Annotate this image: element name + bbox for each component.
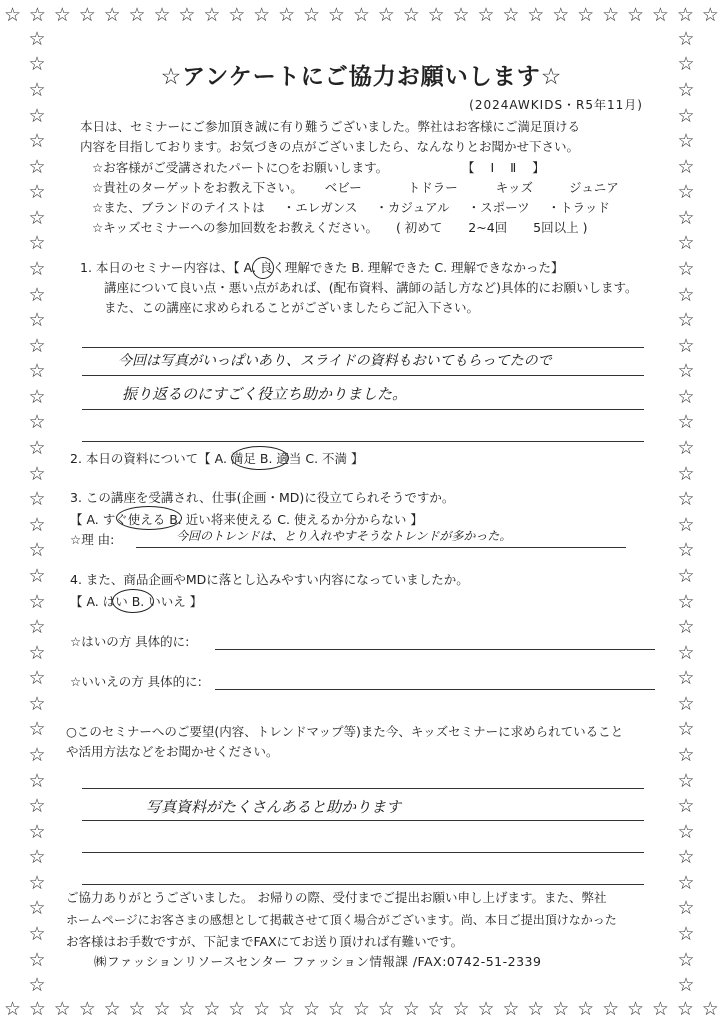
star-icon: ☆: [228, 4, 246, 26]
star-icon: ☆: [253, 4, 271, 26]
star-icon: ☆: [677, 590, 695, 613]
taste-option[interactable]: ・スポーツ: [467, 200, 530, 215]
q2-line: 2. 本日の資料について【 A. 満足 B. 適当 C. 不満 】: [70, 451, 364, 466]
answer-circle: [252, 257, 274, 279]
star-icon: ☆: [178, 998, 196, 1020]
target-option[interactable]: ベビー: [324, 180, 362, 195]
border-left: [22, 26, 52, 998]
star-icon: ☆: [28, 974, 46, 997]
star-icon: ☆: [28, 27, 46, 50]
star-icon: ☆: [352, 998, 370, 1020]
count-question-label: ☆キッズセミナーへの参加回数をお教えください。: [92, 220, 378, 235]
star-icon: ☆: [28, 948, 46, 971]
answer-line: [82, 409, 644, 410]
star-icon: ☆: [677, 462, 695, 485]
star-icon: ☆: [278, 4, 296, 26]
star-icon: ☆: [28, 616, 46, 639]
q1-line-3: また、この講座に求められることがございましたらご記入下さい。: [104, 300, 480, 315]
star-icon: ☆: [602, 4, 620, 26]
star-icon: ☆: [28, 232, 46, 255]
star-icon: ☆: [402, 998, 420, 1020]
star-icon: ☆: [327, 4, 345, 26]
star-icon: ☆: [677, 206, 695, 229]
answer-line: [82, 788, 644, 789]
target-option[interactable]: ジュニア: [568, 180, 619, 195]
q4-no-label: ☆いいえの方 具体的に:: [70, 674, 202, 689]
star-icon: ☆: [28, 998, 46, 1020]
star-icon: ☆: [677, 974, 695, 997]
target-question: [92, 178, 619, 198]
q4-yes-label: ☆はいの方 具体的に:: [70, 634, 190, 649]
star-icon: ☆: [452, 998, 470, 1020]
star-icon: ☆: [28, 309, 46, 332]
intro-line-1: 本日は、セミナーにご参加頂き誠に有り難うございました。弊社はお客様にご満足頂ける: [80, 119, 581, 134]
q1-line-1: 1. 本日のセミナー内容は、【 A. 良く理解できた B. 理解できた C. 理解できなかった】: [80, 260, 564, 275]
footer-line-2: ホームページにお客さまの感想として掲載させて頂く場合がございます。尚、本日ご提出頂けなかった: [66, 913, 617, 927]
star-icon: ☆: [402, 4, 420, 26]
star-icon: ☆: [677, 181, 695, 204]
star-icon: ☆: [28, 871, 46, 894]
star-icon: ☆: [577, 4, 595, 26]
star-icon: ☆: [527, 4, 545, 26]
star-icon: ☆: [552, 998, 570, 1020]
q3-line-1: 3. この講座を受講され、仕事(企画・MD)に役立てられそうですか。: [70, 490, 455, 505]
border-top: [0, 2, 723, 28]
star-icon: ☆: [128, 4, 146, 26]
star-icon: ☆: [677, 411, 695, 434]
star-icon: ☆: [28, 155, 46, 178]
taste-option[interactable]: ・カジュアル: [375, 200, 450, 215]
star-icon: ☆: [676, 998, 694, 1020]
star-icon: ☆: [203, 4, 221, 26]
answer-circle: [116, 506, 182, 530]
answer-line: [82, 820, 644, 821]
star-icon: ☆: [153, 4, 171, 26]
star-icon: ☆: [103, 4, 121, 26]
answer-line: [215, 649, 655, 650]
star-icon: ☆: [502, 4, 520, 26]
answer-line: [82, 347, 644, 348]
star-icon: ☆: [677, 795, 695, 818]
star-icon: ☆: [28, 539, 46, 562]
star-icon: ☆: [28, 257, 46, 280]
star-icon: ☆: [28, 104, 46, 127]
star-icon: ☆: [677, 769, 695, 792]
star-icon: ☆: [552, 4, 570, 26]
star-icon: ☆: [677, 718, 695, 741]
star-icon: ☆: [28, 334, 46, 357]
star-icon: ☆: [28, 462, 46, 485]
footer-company: ㈱ファッションリソースセンター ファッション情報課 /FAX:0742-51-2339: [94, 954, 542, 969]
star-icon: ☆: [28, 411, 46, 434]
star-icon: ☆: [28, 488, 46, 511]
star-icon: ☆: [677, 897, 695, 920]
taste-option[interactable]: ・エレガンス: [282, 200, 358, 215]
star-icon: ☆: [28, 360, 46, 383]
q1-handwritten-answer-2: 振り返るのにすごく役立ち助かりました。: [122, 385, 408, 403]
target-option[interactable]: トドラー: [407, 180, 458, 195]
star-icon: ☆: [278, 998, 296, 1020]
q4-line-1: 4. また、商品企画やMDに落とし込みやすい内容になっていましたか。: [70, 572, 469, 587]
star-icon: ☆: [228, 998, 246, 1020]
star-icon: ☆: [527, 998, 545, 1020]
star-icon: ☆: [28, 590, 46, 613]
star-icon: ☆: [626, 998, 645, 1020]
answer-line: [82, 884, 644, 885]
taste-question-label: ☆また、ブランドのテイストは: [92, 200, 265, 215]
star-icon: ☆: [677, 309, 695, 332]
star-icon: ☆: [677, 667, 695, 690]
star-icon: ☆: [427, 4, 445, 26]
target-option[interactable]: キッズ: [495, 180, 533, 195]
star-icon: ☆: [303, 4, 321, 26]
star-icon: ☆: [53, 998, 71, 1020]
answer-circle: [112, 589, 154, 613]
star-icon: ☆: [303, 998, 321, 1020]
star-icon: ☆: [28, 437, 46, 460]
star-icon: ☆: [103, 998, 121, 1020]
star-icon: ☆: [178, 4, 196, 26]
star-icon: ☆: [78, 4, 96, 26]
star-icon: ☆: [28, 897, 46, 920]
taste-option[interactable]: ・トラッド: [547, 200, 610, 215]
footer-line-3: お客様はお手数ですが、下記までFAXにてお送り頂ければ有難いです。: [66, 934, 464, 949]
answer-circle: [231, 446, 289, 470]
star-icon: ☆: [28, 564, 46, 587]
page-title: ☆アンケートにご協力お願いします☆: [160, 64, 563, 90]
star-icon: ☆: [28, 718, 46, 741]
count-option[interactable]: 2~4回: [468, 220, 508, 235]
star-icon: ☆: [677, 488, 695, 511]
target-question-label: ☆貴社のターゲットをお教え下さい。: [92, 180, 303, 195]
q5-line-1: ○このセミナーへのご要望(内容、トレンドマップ等)また今、キッズセミナーに求められていること: [66, 724, 624, 739]
star-icon: ☆: [677, 232, 695, 255]
star-icon: ☆: [677, 257, 695, 280]
star-icon: ☆: [701, 4, 719, 26]
star-icon: ☆: [153, 998, 171, 1020]
count-option[interactable]: ( 初めて: [395, 220, 443, 235]
star-icon: ☆: [28, 769, 46, 792]
count-question: [92, 218, 587, 238]
star-icon: ☆: [502, 998, 520, 1020]
star-icon: ☆: [28, 795, 46, 818]
star-icon: ☆: [477, 998, 495, 1020]
star-icon: ☆: [677, 130, 695, 153]
star-icon: ☆: [28, 130, 46, 153]
star-icon: ☆: [78, 998, 96, 1020]
border-bottom: [0, 996, 723, 1022]
star-icon: ☆: [28, 667, 46, 690]
star-icon: ☆: [677, 334, 695, 357]
star-icon: ☆: [677, 104, 695, 127]
star-icon: ☆: [28, 923, 46, 946]
star-icon: ☆: [28, 513, 46, 536]
star-icon: ☆: [626, 4, 645, 26]
star-icon: ☆: [28, 743, 46, 766]
star-icon: ☆: [28, 4, 46, 26]
survey-code: (2024AWKIDS・R5年11月): [469, 98, 643, 112]
star-icon: ☆: [253, 998, 271, 1020]
answer-line: [82, 375, 644, 376]
star-icon: ☆: [602, 998, 620, 1020]
star-icon: ☆: [452, 4, 470, 26]
star-icon: ☆: [577, 998, 595, 1020]
star-icon: ☆: [477, 4, 495, 26]
star-icon: ☆: [28, 820, 46, 843]
star-icon: ☆: [677, 385, 695, 408]
star-icon: ☆: [677, 564, 695, 587]
count-option[interactable]: 5回以上 ): [533, 220, 588, 235]
star-icon: ☆: [677, 948, 695, 971]
star-icon: ☆: [677, 27, 695, 50]
star-icon: ☆: [28, 283, 46, 306]
star-icon: ☆: [28, 206, 46, 229]
star-icon: ☆: [676, 4, 694, 26]
star-icon: ☆: [677, 155, 695, 178]
answer-line: [82, 852, 644, 853]
star-icon: ☆: [677, 360, 695, 383]
star-icon: ☆: [677, 78, 695, 101]
star-icon: ☆: [3, 4, 21, 26]
star-icon: ☆: [3, 998, 21, 1020]
star-icon: ☆: [677, 641, 695, 664]
star-icon: ☆: [28, 692, 46, 715]
q4-line-2: 【 A. はい B. いいえ 】: [70, 594, 203, 609]
star-icon: ☆: [651, 998, 669, 1020]
star-icon: ☆: [677, 820, 695, 843]
star-icon: ☆: [28, 53, 46, 76]
star-icon: ☆: [377, 4, 395, 26]
star-icon: ☆: [677, 871, 695, 894]
star-icon: ☆: [677, 692, 695, 715]
star-icon: ☆: [28, 641, 46, 664]
q5-line-2: や活用方法などをお聞かせください。: [66, 744, 279, 759]
star-icon: ☆: [677, 616, 695, 639]
star-icon: ☆: [327, 998, 345, 1020]
part-question: ☆お客様がご受講されたパートに○をお願いします。: [92, 160, 389, 175]
answer-line: [215, 689, 655, 690]
q3-line-2: 【 A. すぐ使える B. 近い将来使える C. 使えるか分からない 】: [70, 512, 423, 527]
star-icon: ☆: [701, 998, 719, 1020]
answer-line: [82, 441, 644, 442]
star-icon: ☆: [128, 998, 146, 1020]
footer-line-1: ご協力ありがとうございました。 お帰りの際、受付までご提出お願い申し上げます。また、弊社: [66, 890, 607, 905]
q3-reason-label: ☆理 由:: [70, 532, 115, 547]
star-icon: ☆: [28, 78, 46, 101]
star-icon: ☆: [677, 53, 695, 76]
star-icon: ☆: [677, 923, 695, 946]
q1-line-2: 講座について良い点・悪い点があれば、(配布資料、講師の話し方など)具体的にお願いします。: [104, 280, 638, 295]
star-icon: ☆: [677, 283, 695, 306]
star-icon: ☆: [28, 181, 46, 204]
star-icon: ☆: [28, 385, 46, 408]
star-icon: ☆: [28, 846, 46, 869]
star-icon: ☆: [377, 998, 395, 1020]
border-right: [671, 26, 701, 998]
star-icon: ☆: [651, 4, 669, 26]
star-icon: ☆: [677, 513, 695, 536]
answer-line: [136, 547, 626, 548]
star-icon: ☆: [427, 998, 445, 1020]
q3-handwritten-reason: 今回のトレンドは、とり入れやすそうなトレンドが多かった。: [176, 529, 512, 543]
star-icon: ☆: [677, 437, 695, 460]
q5-handwritten-answer: 写真資料がたくさんあると助かります: [146, 798, 402, 816]
star-icon: ☆: [677, 846, 695, 869]
star-icon: ☆: [352, 4, 370, 26]
q1-handwritten-answer-1: 今回は写真がいっぱいあり、スライドの資料もおいてもらってたので: [118, 353, 552, 369]
taste-question: [92, 198, 610, 218]
star-icon: ☆: [203, 998, 221, 1020]
star-icon: ☆: [53, 4, 71, 26]
star-icon: ☆: [677, 539, 695, 562]
star-icon: ☆: [677, 743, 695, 766]
part-options[interactable]: 【 Ⅰ Ⅱ 】: [462, 160, 551, 175]
intro-line-2: 内容を目指しております。お気づきの点がございましたら、なんなりとお聞かせ下さい。: [80, 139, 580, 154]
